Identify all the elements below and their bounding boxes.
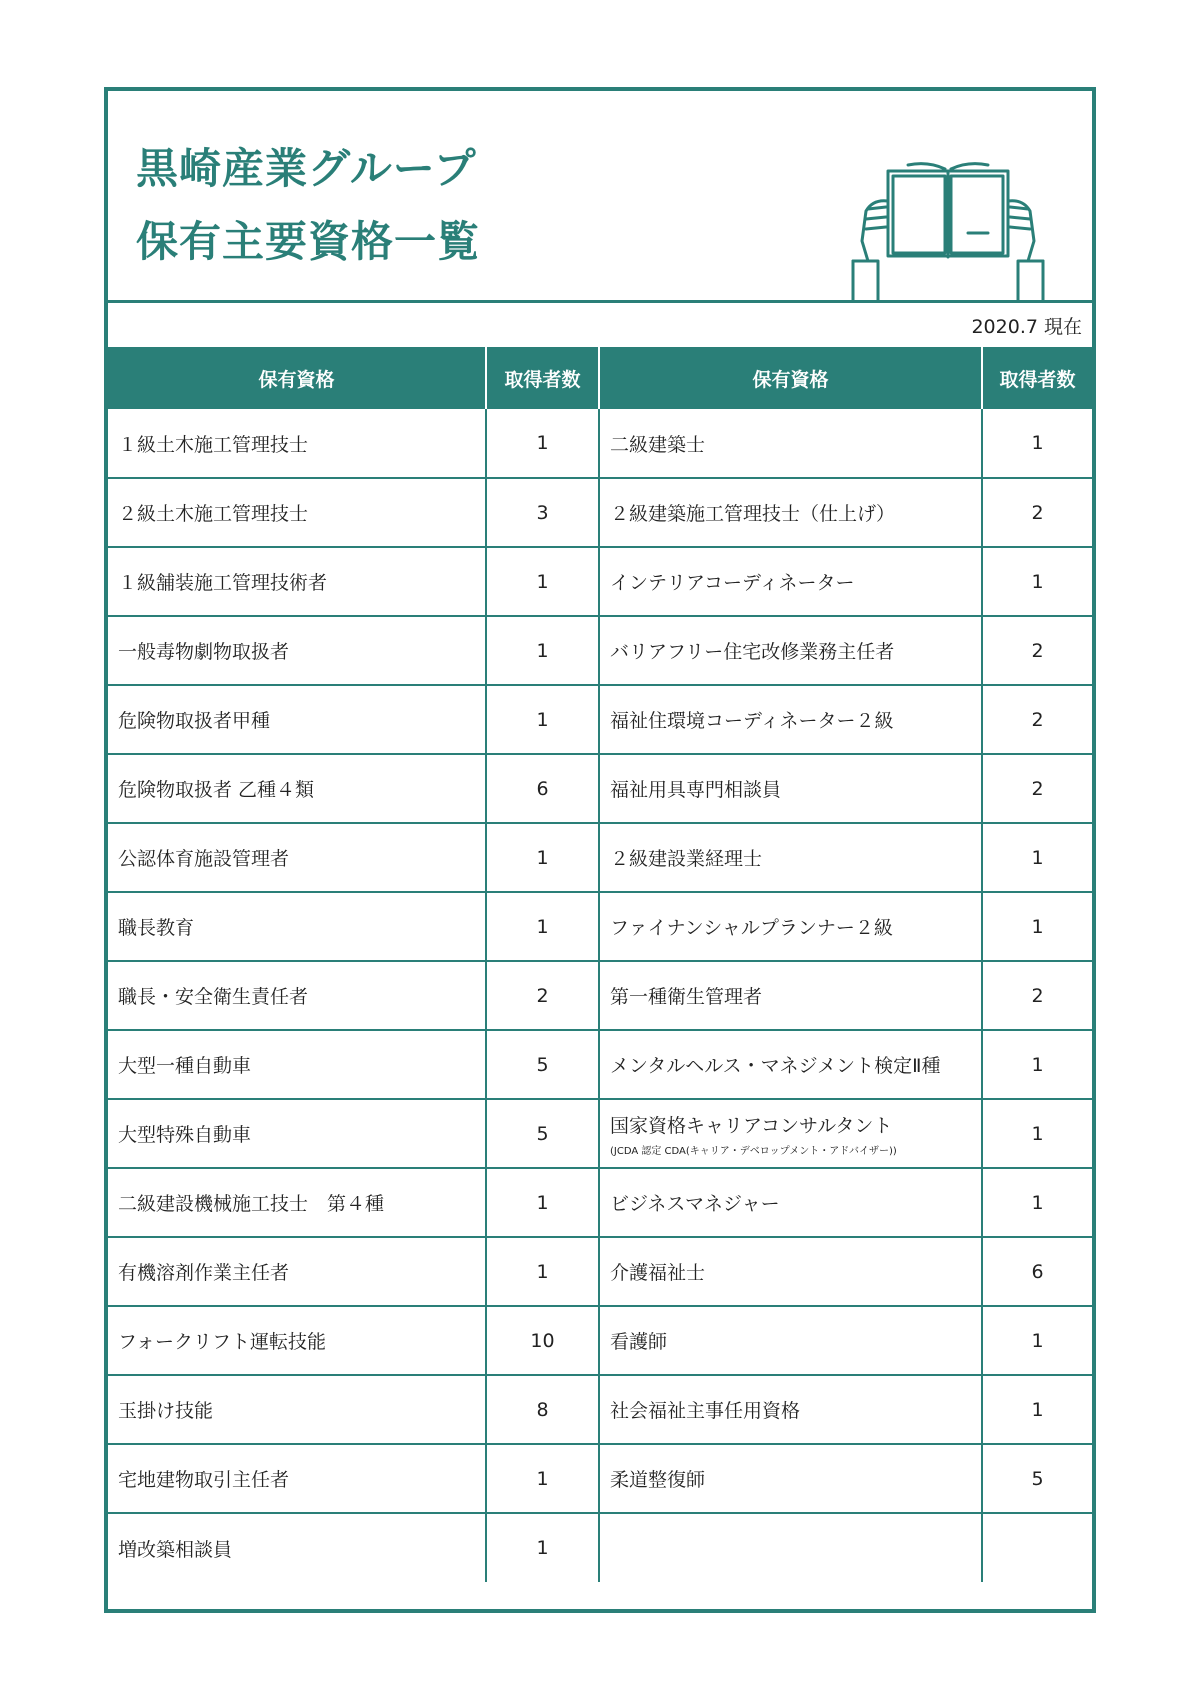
qualification-name-text: 二級建築士 bbox=[610, 433, 706, 456]
qualification-name-text: ２級建設業経理士 bbox=[610, 848, 763, 870]
qualification-name-text: １級舗装施工管理技術者 bbox=[118, 572, 328, 594]
holder-count bbox=[982, 478, 1092, 547]
table-row bbox=[108, 616, 1092, 685]
header bbox=[108, 91, 1092, 303]
qualification-name bbox=[108, 409, 486, 478]
qualification-name bbox=[599, 892, 982, 961]
qualification-name bbox=[599, 754, 982, 823]
holder-count bbox=[486, 685, 599, 754]
qualification-name bbox=[599, 1513, 982, 1582]
qualification-name bbox=[599, 1168, 982, 1237]
qualification-name-text: 看護師 bbox=[610, 1331, 668, 1353]
qualification-name-text: 職長教育 bbox=[118, 917, 195, 939]
qualification-name bbox=[599, 409, 982, 478]
open-book-hands-icon bbox=[848, 161, 1048, 301]
holder-count bbox=[486, 1444, 599, 1513]
qualification-name bbox=[599, 823, 982, 892]
holder-count-text: 1 bbox=[1031, 570, 1044, 593]
holder-count bbox=[982, 685, 1092, 754]
table-row bbox=[108, 547, 1092, 616]
table-row bbox=[108, 1444, 1092, 1513]
holder-count bbox=[486, 616, 599, 685]
as-of-date: 2020.7 現在 bbox=[971, 316, 1082, 338]
qualification-name-text: ２級建築施工管理技士（仕上げ） bbox=[610, 503, 896, 525]
qualification-name bbox=[108, 1306, 486, 1375]
qualification-name-text: メンタルヘルス・マネジメント検定Ⅱ種 bbox=[610, 1055, 941, 1077]
holder-count bbox=[982, 1030, 1092, 1099]
holder-count-text: 5 bbox=[536, 1053, 549, 1076]
holder-count bbox=[486, 478, 599, 547]
holder-count-text: 1 bbox=[1031, 1191, 1044, 1214]
title-list: 保有主要資格一覧 bbox=[136, 217, 481, 266]
qualification-name bbox=[108, 892, 486, 961]
header-count-right: 取得者数 bbox=[982, 347, 1092, 409]
holder-count bbox=[982, 1444, 1092, 1513]
qualification-name-text: 国家資格キャリアコンサルタント bbox=[610, 1114, 893, 1137]
holder-count-text: 10 bbox=[530, 1329, 555, 1352]
qualification-name bbox=[108, 478, 486, 547]
holder-count bbox=[486, 409, 599, 478]
holder-count-text: 5 bbox=[1031, 1467, 1044, 1490]
qualification-name-text: 大型一種自動車 bbox=[118, 1055, 252, 1077]
holder-count bbox=[486, 754, 599, 823]
qualification-name-text: 介護福祉士 bbox=[610, 1262, 706, 1284]
holder-count bbox=[982, 1237, 1092, 1306]
qualification-name bbox=[108, 1030, 486, 1099]
qualification-name bbox=[599, 1099, 982, 1168]
qualification-name bbox=[108, 754, 486, 823]
table-row bbox=[108, 1513, 1092, 1582]
qualification-name bbox=[108, 1513, 486, 1582]
holder-count bbox=[982, 1375, 1092, 1444]
document-frame bbox=[104, 87, 1096, 1613]
qualification-table bbox=[108, 347, 1092, 1582]
qualification-name-text: ２級土木施工管理技士 bbox=[118, 503, 309, 525]
table-row bbox=[108, 892, 1092, 961]
qualification-name-text: インテリアコーディネーター bbox=[610, 572, 855, 594]
table-row bbox=[108, 685, 1092, 754]
qualification-name bbox=[599, 685, 982, 754]
qualification-name bbox=[599, 616, 982, 685]
qualification-name-text: 福祉用具専門相談員 bbox=[610, 779, 782, 801]
qualification-name bbox=[599, 1375, 982, 1444]
table-row bbox=[108, 1375, 1092, 1444]
qualification-name-text: バリアフリー住宅改修業務主任者 bbox=[610, 641, 895, 663]
qualification-name-text: 福祉住環境コーディネーター２級 bbox=[610, 710, 894, 732]
holder-count bbox=[486, 1375, 599, 1444]
qualification-name-text: 職長・安全衛生責任者 bbox=[118, 986, 309, 1008]
qualification-name-text: 社会福祉主事任用資格 bbox=[610, 1400, 801, 1422]
holder-count bbox=[982, 754, 1092, 823]
qualification-name-text: 増改築相談員 bbox=[118, 1538, 233, 1561]
holder-count bbox=[982, 1099, 1092, 1168]
qualification-name-text: 柔道整復師 bbox=[610, 1469, 706, 1491]
qualification-name bbox=[108, 961, 486, 1030]
holder-count-text: 1 bbox=[536, 1467, 549, 1490]
holder-count bbox=[982, 1168, 1092, 1237]
holder-count-text: 1 bbox=[536, 570, 549, 593]
holder-count-text: 6 bbox=[536, 777, 549, 800]
qualification-name bbox=[108, 616, 486, 685]
qualification-name-text: フォークリフト運転技能 bbox=[118, 1331, 327, 1353]
table-row bbox=[108, 1237, 1092, 1306]
header-qualification-right: 保有資格 bbox=[599, 347, 982, 409]
qualification-name bbox=[599, 1237, 982, 1306]
table-row bbox=[108, 1168, 1092, 1237]
holder-count bbox=[982, 409, 1092, 478]
qualification-name bbox=[108, 1444, 486, 1513]
qualification-name-text: ファイナンシャルプランナー２級 bbox=[610, 917, 893, 939]
qualification-name-text: 玉掛け技能 bbox=[118, 1400, 214, 1422]
qualification-name-text: 大型特殊自動車 bbox=[118, 1124, 252, 1146]
qualification-name-text: 第一種衛生管理者 bbox=[610, 986, 763, 1008]
holder-count bbox=[982, 616, 1092, 685]
holder-count-text: 1 bbox=[1031, 915, 1044, 938]
qualification-name bbox=[108, 1099, 486, 1168]
holder-count-text: 1 bbox=[536, 1260, 549, 1283]
table-row bbox=[108, 1099, 1092, 1168]
holder-count-text: 1 bbox=[1031, 1122, 1044, 1145]
holder-count-text: 1 bbox=[536, 1537, 549, 1559]
qualification-note: (JCDA 認定 CDA(キャリア・デベロップメント・アドバイザー)) bbox=[610, 1145, 897, 1157]
holder-count bbox=[486, 892, 599, 961]
table-row bbox=[108, 1030, 1092, 1099]
qualification-name-text: 一般毒物劇物取扱者 bbox=[118, 641, 290, 663]
holder-count bbox=[982, 823, 1092, 892]
holder-count-text: 1 bbox=[536, 915, 549, 938]
qualification-name bbox=[108, 1375, 486, 1444]
header-qualification-left: 保有資格 bbox=[108, 347, 486, 409]
holder-count-text: 2 bbox=[1031, 708, 1044, 731]
holder-count-text: 1 bbox=[1031, 432, 1044, 454]
holder-count bbox=[486, 1099, 599, 1168]
date-row bbox=[108, 303, 1092, 347]
holder-count-text: 2 bbox=[1031, 639, 1044, 662]
table-header-row bbox=[108, 347, 1092, 409]
holder-count-text: 1 bbox=[536, 432, 549, 454]
qualification-name-text: ビジネスマネジャー bbox=[610, 1193, 780, 1215]
holder-count-text: 3 bbox=[536, 501, 549, 524]
holder-count-text: 2 bbox=[1031, 777, 1044, 800]
qualification-name bbox=[108, 1237, 486, 1306]
holder-count-text: 1 bbox=[536, 639, 549, 662]
qualification-name-text: 宅地建物取引主任者 bbox=[118, 1469, 290, 1491]
holder-count bbox=[486, 547, 599, 616]
holder-count-text: 1 bbox=[1031, 846, 1044, 869]
table-body bbox=[108, 409, 1092, 1582]
holder-count bbox=[486, 961, 599, 1030]
holder-count-text: 8 bbox=[536, 1398, 549, 1421]
qualification-name bbox=[599, 1030, 982, 1099]
holder-count-text: 2 bbox=[536, 984, 549, 1007]
qualification-name-text: １級土木施工管理技士 bbox=[118, 433, 309, 456]
qualification-name bbox=[599, 961, 982, 1030]
holder-count bbox=[486, 1168, 599, 1237]
holder-count-text: 6 bbox=[1031, 1260, 1044, 1283]
holder-count bbox=[982, 1306, 1092, 1375]
holder-count bbox=[982, 547, 1092, 616]
holder-count bbox=[486, 1237, 599, 1306]
qualification-name bbox=[599, 1306, 982, 1375]
holder-count-text: 5 bbox=[536, 1122, 549, 1145]
holder-count-text: 1 bbox=[1031, 1053, 1044, 1076]
table-row bbox=[108, 754, 1092, 823]
qualification-name bbox=[599, 1444, 982, 1513]
qualification-name-text: 有機溶剤作業主任者 bbox=[118, 1262, 290, 1284]
qualification-name-text: 二級建設機械施工技士 第４種 bbox=[118, 1193, 385, 1215]
table-row bbox=[108, 823, 1092, 892]
header-count-left: 取得者数 bbox=[486, 347, 599, 409]
holder-count-text: 1 bbox=[536, 846, 549, 869]
holder-count bbox=[486, 1306, 599, 1375]
title-company: 黒崎産業グループ bbox=[136, 144, 477, 193]
holder-count bbox=[982, 1513, 1092, 1582]
holder-count bbox=[982, 961, 1092, 1030]
table-row bbox=[108, 409, 1092, 478]
holder-count bbox=[982, 892, 1092, 961]
holder-count bbox=[486, 823, 599, 892]
table-row bbox=[108, 478, 1092, 547]
qualification-name bbox=[108, 823, 486, 892]
qualification-name bbox=[599, 547, 982, 616]
qualification-name-text: 危険物取扱者甲種 bbox=[118, 710, 271, 732]
qualification-name-text: 公認体育施設管理者 bbox=[118, 848, 290, 870]
table-row bbox=[108, 961, 1092, 1030]
qualification-name bbox=[108, 685, 486, 754]
holder-count-text: 1 bbox=[536, 1191, 549, 1214]
qualification-name-text: 危険物取扱者 乙種４類 bbox=[118, 779, 315, 801]
qualification-name bbox=[108, 1168, 486, 1237]
holder-count bbox=[486, 1030, 599, 1099]
table-row bbox=[108, 1306, 1092, 1375]
holder-count-text: 1 bbox=[1031, 1329, 1044, 1352]
holder-count-text: 1 bbox=[536, 708, 549, 731]
holder-count bbox=[486, 1513, 599, 1582]
holder-count-text: 1 bbox=[1031, 1398, 1044, 1421]
holder-count-text: 2 bbox=[1031, 501, 1044, 524]
qualification-name bbox=[108, 547, 486, 616]
holder-count-text: 2 bbox=[1031, 984, 1044, 1007]
qualification-name bbox=[599, 478, 982, 547]
